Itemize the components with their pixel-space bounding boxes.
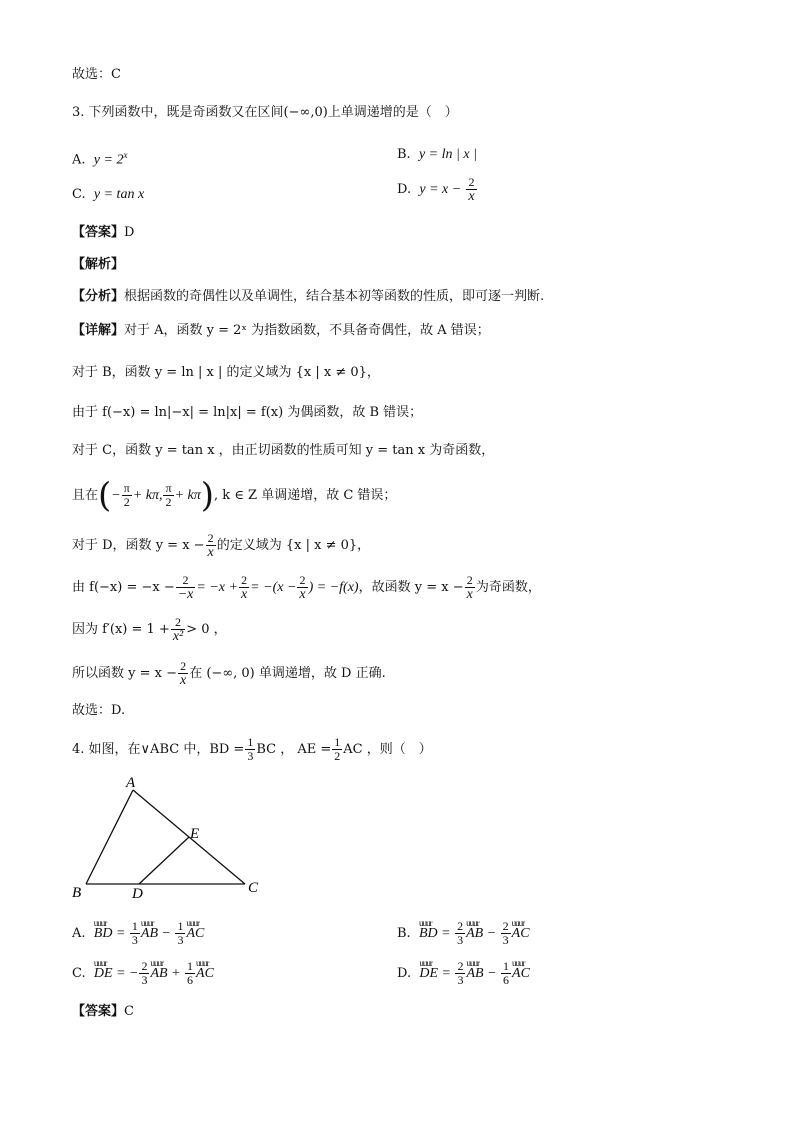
q3-detail-d1: 对于 D，函数 y = x − $\frac{2}{x}$ 的定义域为 {x | x ≠ 0}， <box>72 531 371 560</box>
side-ab <box>86 790 133 884</box>
q3-detail-c2: 且在(− $\frac{\pi}{2}$ + kπ, $\frac{\pi}{2}$ + kπ), k ∈ Z 单调递增，故 C 错误； <box>72 475 397 516</box>
q4-answer: 【答案】C <box>72 1004 134 1019</box>
q3-option-d: D. y = x − $\frac{2}{x}$ <box>397 175 475 204</box>
label-c: C <box>248 880 259 896</box>
q3-detail-c1: 对于 C，函数 y = tan x ，由正切函数的性质可知 y = tan x 为奇函数， <box>72 443 495 458</box>
q3-answer: 【答案】D <box>72 225 135 240</box>
q3-detail-b2: 由于 f(−x) = ln|−x| = ln|x| = f(x) 为偶函数，故 B 错误； <box>72 405 423 420</box>
segment-de <box>139 837 189 884</box>
q3-option-a: A. $y = 2^x$ <box>72 150 128 168</box>
label-b: B <box>72 885 82 901</box>
q3-detail-a: 【详解】对于 A，函数 y = 2ˣ 为指数函数，不具备奇偶性，故 A 错误； <box>72 323 490 338</box>
q3-option-c: C. y = tan x <box>72 187 145 202</box>
label-d: D <box>132 886 143 902</box>
triangle-figure <box>64 772 274 902</box>
q3-detail-b1: 对于 B，函数 y = ln | x | 的定义域为 {x | x ≠ 0}， <box>72 365 380 380</box>
q3-fenxi: 【分析】根据函数的奇偶性以及单调性，结合基本初等函数的性质，即可逐一判断. <box>72 289 545 304</box>
q3-detail-d3: 因为 f′(x) = 1 + $\frac{2}{\text{x²}}$ > 0 ， <box>72 615 227 644</box>
q4-option-b: B. uuur BD = $\frac{2}{3}$ uuur AB − $\frac{2}{3}$ uuur AC <box>397 920 530 947</box>
label-a: A <box>126 775 136 791</box>
q3-jiexi: 【解析】 <box>72 257 125 272</box>
prev-conclusion: 故选：C <box>72 67 121 82</box>
q4-option-a: A. uuur BD = $\frac{1}{3}$ uuur AB − $\frac{1}{3}$ uuur AC <box>72 920 204 947</box>
q4-option-c: C. uuur DE = − $\frac{2}{3}$ uuur AB + $\frac{1}{6}$ uuur AC <box>72 960 214 987</box>
q3-detail-d2: 由 f(−x) = −x − $\frac{2}{-x}$ = −x + $\frac{2}{x}$ = −(x − $\frac{2}{x}$ ) = −f(x)，故函数 y = x − $\frac{2}{x}$ 为奇函数， <box>72 573 541 602</box>
q3-option-b: B. y = ln | x | <box>397 147 477 162</box>
q3-conclusion: 故选：D. <box>72 703 126 718</box>
q3-stem: 3. 下列函数中，既是奇函数又在区间(−∞,0)上单调递增的是（ ） <box>72 105 458 120</box>
label-e: E <box>190 826 200 842</box>
q4-stem: 4. 如图，在∨ABC 中，BD = $\frac{1}{3}$ BC ， AE = $\frac{1}{2}$ AC ，则（ ） <box>72 735 432 763</box>
q3-detail-d4: 所以函数 y = x − $\frac{2}{x}$ 在 (−∞, 0) 单调递增，故 D 正确. <box>72 659 386 688</box>
q4-option-d: D. uuur DE = $\frac{2}{3}$ uuur AB − $\frac{1}{6}$ uuur AC <box>397 960 530 987</box>
